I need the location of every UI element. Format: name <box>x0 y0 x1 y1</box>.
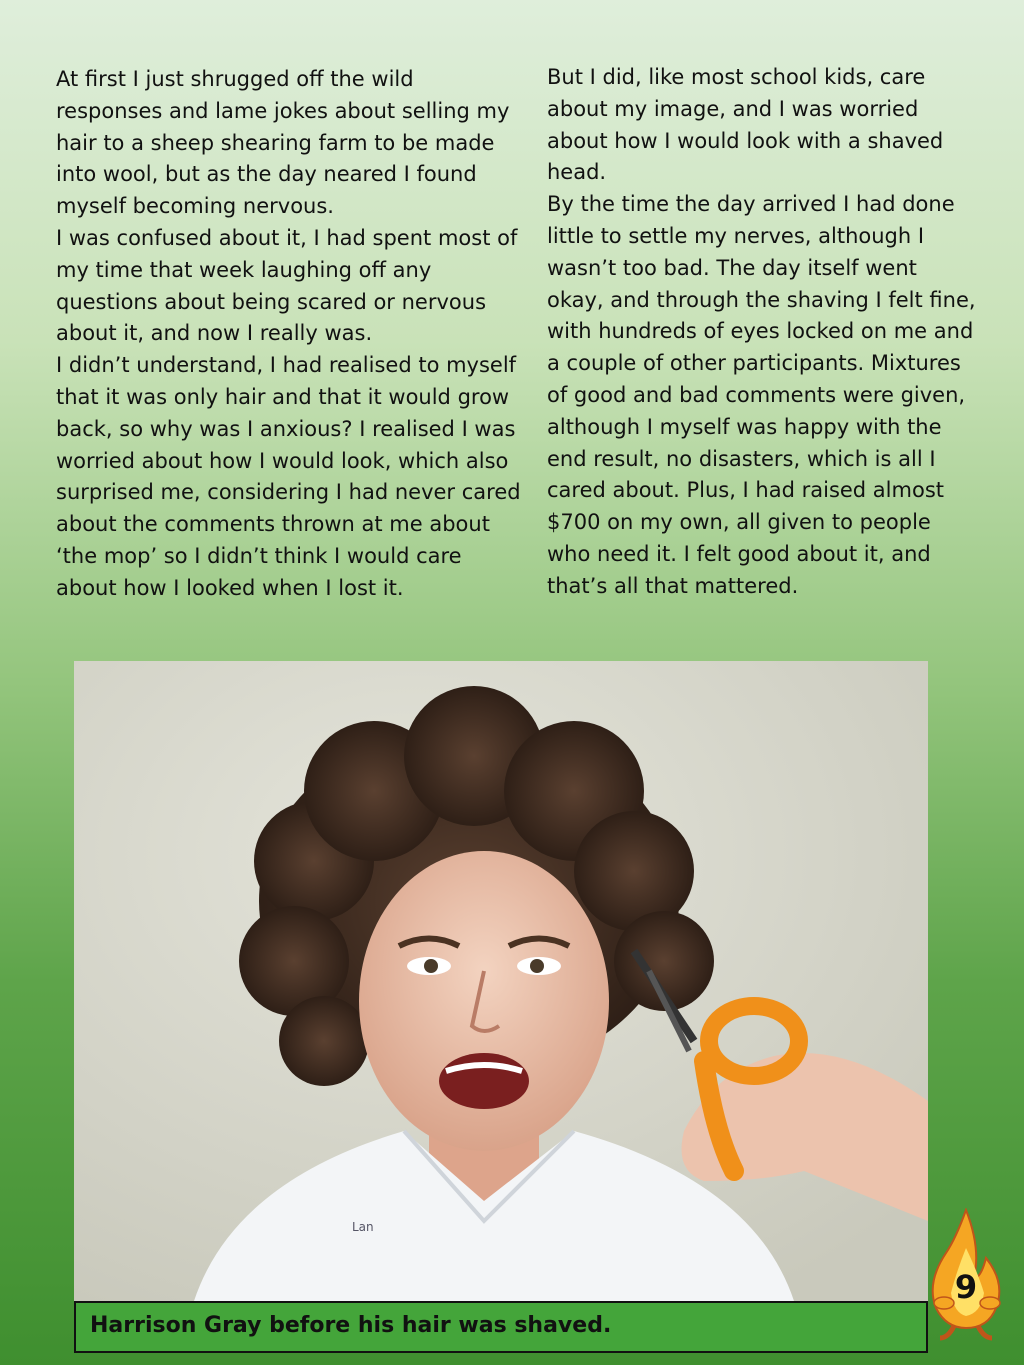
page-number: 9 <box>954 1268 978 1306</box>
article-right-column <box>547 62 977 603</box>
paragraph: At first I just shrugged off the wild responses and lame jokes about selling my hair to a sheep shearing farm to be made into wool, but as the day neared I found myself becoming nervous. <box>56 67 510 219</box>
page-number-badge <box>926 1208 1006 1348</box>
photo-caption-bar <box>74 1301 928 1353</box>
shirt-logo-text: Lan <box>352 1220 374 1234</box>
article-left-column <box>56 64 524 605</box>
portrait-photo <box>74 661 928 1301</box>
paragraph: By the time the day arrived I had done little to settle my nerves, although I wasn’t too bad. The day itself went okay, and through the shaving I felt fine, with hundreds of eyes locked on me and a couple of other participants. Mixtures of good and bad comments were given, although I myself was happy with the end result, no disasters, which is all I cared about. Plus, I had raised almost $700 on my own, all given to people who need it. I felt good about it, and that’s all that mattered. <box>547 192 976 598</box>
paragraph: I didn’t understand, I had realised to myself that it was only hair and that it would grow back, so why was I anxious? I realised I was worried about how I would look, which also surprised me, considering I had never cared about the comments thrown at me about ‘the mop’ so I didn’t think I would care about how I looked when I lost it. <box>56 353 521 600</box>
paragraph: But I did, like most school kids, care about my image, and I was worried about how I would look with a shaved head. <box>547 65 944 185</box>
paragraph: I was confused about it, I had spent most of my time that week laughing off any questions about being scared or nervous about it, and now I really was. <box>56 225 518 346</box>
photo-caption: Harrison Gray before his hair was shaved. <box>90 1313 612 1338</box>
